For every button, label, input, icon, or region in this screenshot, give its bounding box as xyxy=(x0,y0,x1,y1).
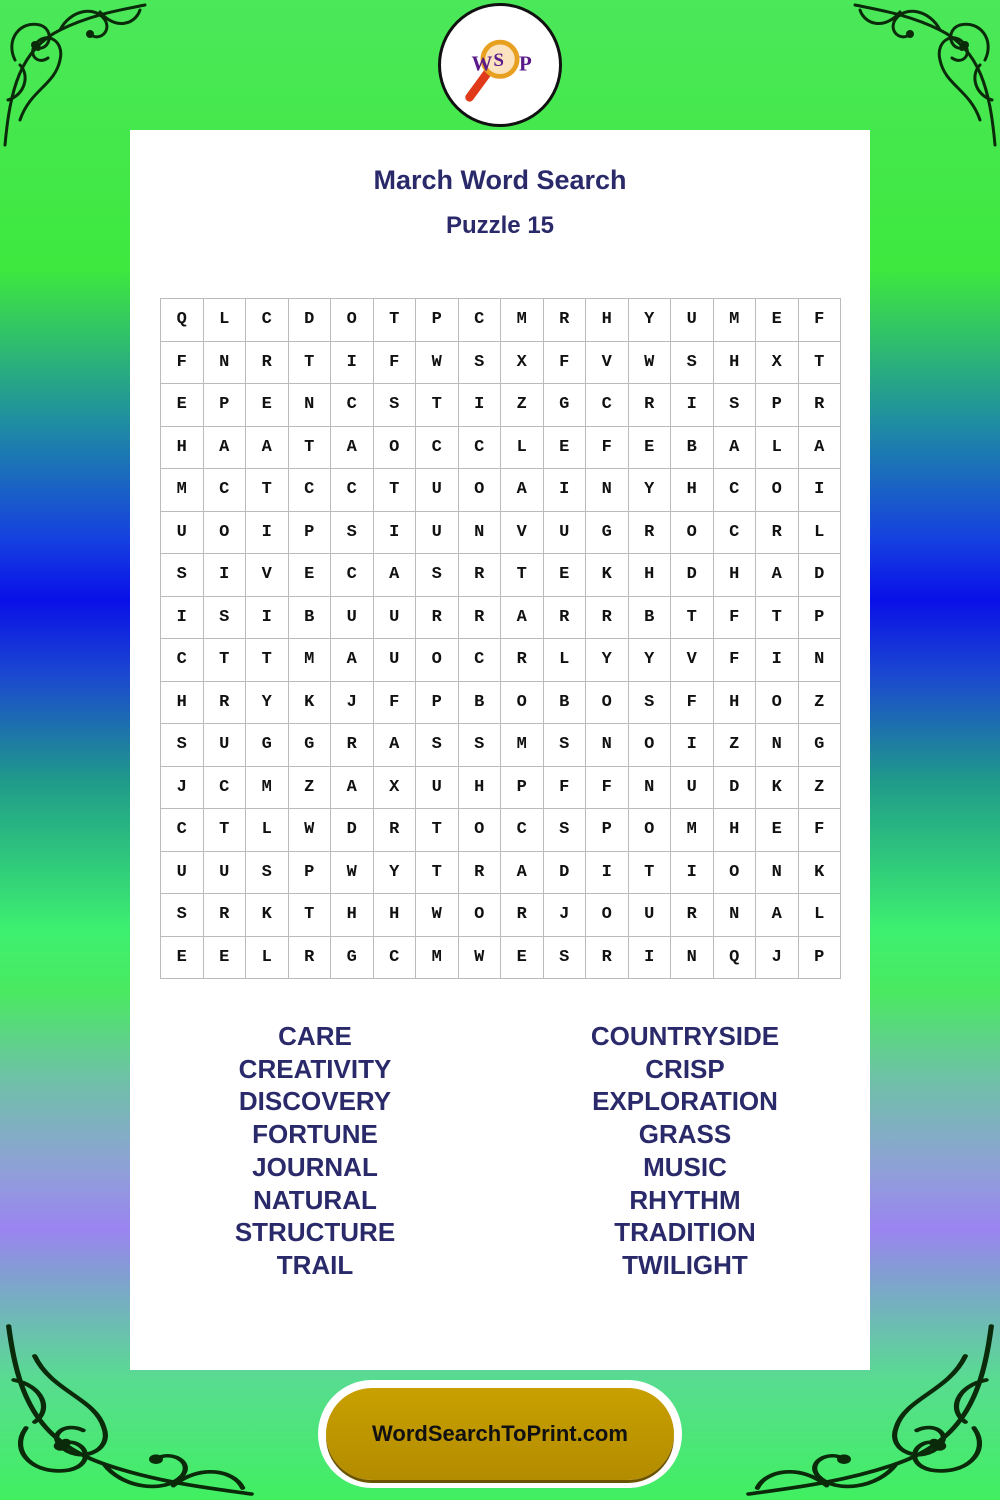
grid-cell[interactable]: S xyxy=(161,724,204,767)
grid-cell[interactable]: C xyxy=(289,469,332,512)
grid-cell[interactable]: U xyxy=(671,767,714,810)
grid-cell[interactable]: H xyxy=(586,299,629,342)
grid-cell[interactable]: R xyxy=(629,512,672,555)
word-list-item: JOURNAL xyxy=(252,1151,378,1182)
grid-cell[interactable]: R xyxy=(331,724,374,767)
grid-cell[interactable]: T xyxy=(416,809,459,852)
grid-cell[interactable]: L xyxy=(246,937,289,980)
grid-cell[interactable]: N xyxy=(799,639,842,682)
grid-cell[interactable]: C xyxy=(161,809,204,852)
grid-cell[interactable]: L xyxy=(799,894,842,937)
grid-cell[interactable]: H xyxy=(714,342,757,385)
grid-cell[interactable]: T xyxy=(374,299,417,342)
grid-cell[interactable]: B xyxy=(629,597,672,640)
grid-cell[interactable]: D xyxy=(289,299,332,342)
grid-cell[interactable]: L xyxy=(799,512,842,555)
grid-cell[interactable]: W xyxy=(289,809,332,852)
grid-cell[interactable]: H xyxy=(714,809,757,852)
grid-cell[interactable]: R xyxy=(544,299,587,342)
word-list-item: NATURAL xyxy=(253,1184,377,1215)
grid-cell[interactable]: V xyxy=(586,342,629,385)
grid-cell[interactable]: Y xyxy=(246,682,289,725)
grid-cell[interactable]: E xyxy=(501,937,544,980)
grid-cell[interactable]: Z xyxy=(501,384,544,427)
grid-cell[interactable]: Y xyxy=(586,639,629,682)
grid-cell[interactable]: M xyxy=(501,299,544,342)
logo-letter-s: S xyxy=(493,49,504,71)
grid-cell[interactable]: S xyxy=(161,554,204,597)
grid-cell[interactable]: M xyxy=(671,809,714,852)
grid-cell[interactable]: A xyxy=(331,427,374,470)
grid-cell[interactable]: H xyxy=(459,767,502,810)
grid-cell[interactable]: C xyxy=(331,554,374,597)
grid-cell[interactable]: T xyxy=(629,852,672,895)
grid-cell[interactable]: U xyxy=(161,512,204,555)
grid-cell[interactable]: Z xyxy=(714,724,757,767)
grid-cell[interactable]: M xyxy=(501,724,544,767)
grid-cell[interactable]: L xyxy=(756,427,799,470)
grid-cell[interactable]: P xyxy=(799,937,842,980)
grid-cell[interactable]: G xyxy=(544,384,587,427)
grid-cell[interactable]: C xyxy=(331,469,374,512)
grid-cell[interactable]: R xyxy=(501,639,544,682)
grid-cell[interactable]: D xyxy=(714,767,757,810)
grid-cell[interactable]: S xyxy=(629,682,672,725)
grid-cell[interactable]: R xyxy=(586,597,629,640)
grid-cell[interactable]: R xyxy=(501,894,544,937)
grid-cell[interactable]: W xyxy=(416,342,459,385)
grid-cell[interactable]: R xyxy=(204,894,247,937)
grid-cell[interactable]: S xyxy=(374,384,417,427)
grid-cell[interactable]: C xyxy=(586,384,629,427)
grid-cell[interactable]: R xyxy=(289,937,332,980)
grid-cell[interactable]: N xyxy=(629,767,672,810)
grid-cell[interactable]: O xyxy=(331,299,374,342)
grid-cell[interactable]: U xyxy=(204,852,247,895)
grid-cell[interactable]: C xyxy=(714,469,757,512)
grid-cell[interactable]: U xyxy=(416,469,459,512)
grid-cell[interactable]: M xyxy=(714,299,757,342)
grid-cell[interactable]: I xyxy=(586,852,629,895)
grid-cell[interactable]: F xyxy=(586,427,629,470)
word-list-item: MUSIC xyxy=(643,1151,727,1182)
grid-cell[interactable]: T xyxy=(799,342,842,385)
grid-cell[interactable]: I xyxy=(671,384,714,427)
grid-cell[interactable]: H xyxy=(374,894,417,937)
grid-cell[interactable]: N xyxy=(714,894,757,937)
corner-ornament-top-right xyxy=(850,0,1000,150)
grid-cell[interactable]: I xyxy=(544,469,587,512)
grid-cell[interactable]: R xyxy=(204,682,247,725)
grid-cell[interactable]: R xyxy=(544,597,587,640)
grid-cell[interactable]: A xyxy=(374,554,417,597)
grid-cell[interactable]: S xyxy=(544,937,587,980)
word-list-item: RHYTHM xyxy=(629,1184,741,1215)
grid-cell[interactable]: N xyxy=(671,937,714,980)
grid-cell[interactable]: Q xyxy=(714,937,757,980)
grid-cell[interactable]: E xyxy=(204,937,247,980)
grid-cell[interactable]: F xyxy=(586,767,629,810)
grid-cell[interactable]: N xyxy=(586,724,629,767)
grid-cell[interactable]: U xyxy=(374,639,417,682)
grid-cell[interactable]: R xyxy=(586,937,629,980)
grid-cell[interactable]: C xyxy=(331,384,374,427)
grid-cell[interactable]: L xyxy=(501,427,544,470)
grid-cell[interactable]: U xyxy=(416,512,459,555)
word-list-item: TWILIGHT xyxy=(622,1249,748,1280)
grid-cell[interactable]: E xyxy=(246,384,289,427)
grid-cell[interactable]: J xyxy=(544,894,587,937)
grid-cell[interactable]: E xyxy=(756,299,799,342)
grid-cell[interactable]: M xyxy=(289,639,332,682)
grid-cell[interactable]: I xyxy=(246,597,289,640)
logo-letter-p: P xyxy=(519,51,532,76)
grid-cell[interactable]: S xyxy=(714,384,757,427)
grid-cell[interactable]: A xyxy=(501,597,544,640)
grid-cell[interactable]: R xyxy=(629,384,672,427)
grid-cell[interactable]: C xyxy=(374,937,417,980)
grid-cell[interactable]: N xyxy=(459,512,502,555)
grid-cell[interactable]: O xyxy=(714,852,757,895)
grid-cell[interactable]: F xyxy=(161,342,204,385)
grid-cell[interactable]: D xyxy=(671,554,714,597)
grid-cell[interactable]: A xyxy=(501,469,544,512)
grid-cell[interactable]: G xyxy=(586,512,629,555)
grid-cell[interactable]: V xyxy=(501,512,544,555)
word-list-item: GRASS xyxy=(638,1119,732,1150)
grid-cell[interactable]: A xyxy=(331,767,374,810)
grid-cell[interactable]: C xyxy=(204,767,247,810)
grid-cell[interactable]: J xyxy=(756,937,799,980)
grid-cell[interactable]: U xyxy=(161,852,204,895)
grid-cell[interactable]: Y xyxy=(374,852,417,895)
grid-cell[interactable]: S xyxy=(161,894,204,937)
grid-cell[interactable]: F xyxy=(714,639,757,682)
grid-cell[interactable]: N xyxy=(586,469,629,512)
grid-cell[interactable]: V xyxy=(671,639,714,682)
word-list-item: CARE xyxy=(278,1021,352,1051)
grid-cell[interactable]: W xyxy=(459,937,502,980)
grid-cell[interactable]: B xyxy=(544,682,587,725)
grid-cell[interactable]: T xyxy=(416,384,459,427)
grid-cell[interactable]: C xyxy=(161,639,204,682)
grid-cell[interactable]: U xyxy=(331,597,374,640)
grid-cell[interactable]: Y xyxy=(629,299,672,342)
grid-cell[interactable]: F xyxy=(799,809,842,852)
grid-cell[interactable]: H xyxy=(714,554,757,597)
word-list-item: CRISP xyxy=(645,1053,725,1084)
grid-cell[interactable]: L xyxy=(204,299,247,342)
grid-cell[interactable]: K xyxy=(289,682,332,725)
grid-cell[interactable]: O xyxy=(629,724,672,767)
grid-cell[interactable]: Z xyxy=(799,682,842,725)
grid-cell[interactable]: R xyxy=(671,894,714,937)
grid-cell[interactable]: F xyxy=(544,342,587,385)
grid-cell[interactable]: A xyxy=(714,427,757,470)
grid-cell[interactable]: A xyxy=(246,427,289,470)
word-list-right xyxy=(500,1020,870,1282)
grid-cell[interactable]: C xyxy=(204,469,247,512)
grid-cell[interactable]: O xyxy=(459,809,502,852)
word-list-item: STRUCTURE xyxy=(234,1217,396,1248)
grid-cell[interactable]: F xyxy=(714,597,757,640)
grid-cell[interactable]: R xyxy=(246,342,289,385)
grid-cell[interactable]: K xyxy=(756,767,799,810)
grid-cell[interactable]: S xyxy=(544,724,587,767)
grid-cell[interactable]: D xyxy=(544,852,587,895)
grid-cell[interactable]: T xyxy=(289,894,332,937)
grid-cell[interactable]: N xyxy=(756,852,799,895)
grid-cell[interactable]: H xyxy=(161,427,204,470)
grid-cell[interactable]: S xyxy=(544,809,587,852)
grid-cell[interactable]: I xyxy=(671,852,714,895)
grid-cell[interactable]: I xyxy=(799,469,842,512)
grid-cell[interactable]: O xyxy=(374,427,417,470)
grid-cell[interactable]: Z xyxy=(799,767,842,810)
grid-cell[interactable]: A xyxy=(331,639,374,682)
grid-cell[interactable]: K xyxy=(799,852,842,895)
grid-cell[interactable]: E xyxy=(289,554,332,597)
grid-cell[interactable]: E xyxy=(629,427,672,470)
grid-cell[interactable]: I xyxy=(374,512,417,555)
grid-cell[interactable]: I xyxy=(331,342,374,385)
grid-cell[interactable]: B xyxy=(459,682,502,725)
grid-cell[interactable]: O xyxy=(459,469,502,512)
page-title: March Word Search xyxy=(373,165,627,195)
grid-cell[interactable]: S xyxy=(671,342,714,385)
grid-cell[interactable]: X xyxy=(374,767,417,810)
grid-cell[interactable]: S xyxy=(331,512,374,555)
grid-cell[interactable]: I xyxy=(204,554,247,597)
grid-cell[interactable]: T xyxy=(416,852,459,895)
grid-cell[interactable]: S xyxy=(246,852,289,895)
grid-cell[interactable]: O xyxy=(671,512,714,555)
grid-cell[interactable]: H xyxy=(161,682,204,725)
grid-cell[interactable]: T xyxy=(204,809,247,852)
grid-cell[interactable]: R xyxy=(799,384,842,427)
grid-cell[interactable]: J xyxy=(161,767,204,810)
grid-cell[interactable]: T xyxy=(374,469,417,512)
grid-cell[interactable]: I xyxy=(756,639,799,682)
word-list-item: TRADITION xyxy=(614,1217,756,1248)
grid-cell[interactable]: I xyxy=(161,597,204,640)
grid-cell[interactable]: U xyxy=(544,512,587,555)
grid-cell[interactable]: N xyxy=(289,384,332,427)
grid-cell[interactable]: S xyxy=(459,724,502,767)
grid-cell[interactable]: A xyxy=(799,427,842,470)
grid-cell[interactable]: O xyxy=(756,682,799,725)
grid-cell[interactable]: G xyxy=(246,724,289,767)
grid-cell[interactable]: F xyxy=(544,767,587,810)
grid-cell[interactable]: O xyxy=(501,682,544,725)
grid-cell[interactable]: T xyxy=(756,597,799,640)
grid-cell[interactable]: A xyxy=(756,894,799,937)
grid-cell[interactable]: P xyxy=(289,512,332,555)
grid-cell[interactable]: R xyxy=(374,809,417,852)
grid-cell[interactable]: C xyxy=(714,512,757,555)
grid-cell[interactable]: E xyxy=(161,384,204,427)
grid-cell[interactable]: N xyxy=(204,342,247,385)
grid-cell[interactable]: I xyxy=(629,937,672,980)
word-list-item: COUNTRYSIDE xyxy=(590,1021,780,1051)
grid-cell[interactable]: F xyxy=(374,342,417,385)
grid-cell[interactable]: R xyxy=(459,554,502,597)
grid-cell[interactable]: E xyxy=(544,554,587,597)
word-list-left xyxy=(130,1020,500,1282)
grid-cell[interactable]: O xyxy=(629,809,672,852)
grid-cell[interactable]: W xyxy=(331,852,374,895)
grid-cell[interactable]: E xyxy=(544,427,587,470)
puzzle-card xyxy=(130,130,870,1370)
word-list-item: FORTUNE xyxy=(252,1119,378,1150)
wsp-logo xyxy=(438,3,562,127)
grid-cell[interactable]: G xyxy=(799,724,842,767)
grid-cell[interactable]: S xyxy=(204,597,247,640)
grid-cell[interactable]: O xyxy=(756,469,799,512)
logo-letter-w: W xyxy=(471,51,493,76)
grid-cell[interactable]: O xyxy=(586,682,629,725)
grid-cell[interactable]: Q xyxy=(161,299,204,342)
grid-cell[interactable]: S xyxy=(416,724,459,767)
grid-cell[interactable]: E xyxy=(756,809,799,852)
website-button[interactable] xyxy=(326,1388,674,1480)
grid-cell[interactable]: F xyxy=(374,682,417,725)
grid-cell[interactable]: C xyxy=(246,299,289,342)
grid-cell[interactable]: P xyxy=(756,384,799,427)
grid-cell[interactable]: I xyxy=(459,384,502,427)
grid-cell[interactable]: M xyxy=(161,469,204,512)
grid-cell[interactable]: R xyxy=(416,597,459,640)
grid-cell[interactable]: D xyxy=(331,809,374,852)
grid-cell[interactable]: P xyxy=(416,299,459,342)
grid-cell[interactable]: A xyxy=(374,724,417,767)
grid-cell[interactable]: Y xyxy=(629,639,672,682)
grid-cell[interactable]: F xyxy=(671,682,714,725)
puzzle-number: Puzzle 15 xyxy=(445,212,555,239)
grid-cell[interactable]: C xyxy=(459,639,502,682)
website-label: WordSearchToPrint.com xyxy=(372,1421,628,1446)
grid-cell[interactable]: K xyxy=(586,554,629,597)
grid-cell[interactable]: U xyxy=(374,597,417,640)
grid-cell[interactable]: I xyxy=(671,724,714,767)
grid-cell[interactable]: C xyxy=(459,427,502,470)
grid-cell[interactable]: H xyxy=(331,894,374,937)
grid-cell[interactable]: P xyxy=(799,597,842,640)
grid-cell[interactable]: B xyxy=(289,597,332,640)
grid-cell[interactable]: D xyxy=(799,554,842,597)
grid-cell[interactable]: O xyxy=(459,894,502,937)
grid-cell[interactable]: A xyxy=(501,852,544,895)
grid-cell[interactable]: I xyxy=(246,512,289,555)
grid-cell[interactable]: W xyxy=(629,342,672,385)
grid-cell[interactable]: R xyxy=(459,597,502,640)
grid-cell[interactable]: P xyxy=(204,384,247,427)
grid-cell[interactable]: S xyxy=(459,342,502,385)
grid-cell[interactable]: T xyxy=(246,469,289,512)
grid-cell[interactable]: E xyxy=(161,937,204,980)
grid-cell[interactable]: C xyxy=(459,299,502,342)
grid-cell[interactable]: R xyxy=(459,852,502,895)
grid-cell[interactable]: Y xyxy=(629,469,672,512)
grid-cell[interactable]: H xyxy=(714,682,757,725)
grid-cell[interactable]: H xyxy=(671,469,714,512)
grid-cell[interactable]: R xyxy=(756,512,799,555)
grid-cell[interactable]: T xyxy=(246,639,289,682)
grid-cell[interactable]: T xyxy=(289,342,332,385)
grid-cell[interactable]: T xyxy=(501,554,544,597)
grid-cell[interactable]: L xyxy=(544,639,587,682)
grid-cell[interactable]: M xyxy=(246,767,289,810)
grid-cell[interactable]: B xyxy=(671,427,714,470)
grid-cell[interactable]: Z xyxy=(289,767,332,810)
grid-cell[interactable]: U xyxy=(204,724,247,767)
corner-ornament-top-left xyxy=(0,0,150,150)
grid-cell[interactable]: F xyxy=(799,299,842,342)
grid-cell[interactable]: A xyxy=(756,554,799,597)
grid-cell[interactable]: P xyxy=(501,767,544,810)
word-list-item: EXPLORATION xyxy=(592,1086,778,1117)
grid-cell[interactable]: U xyxy=(629,894,672,937)
grid-cell[interactable]: L xyxy=(246,809,289,852)
grid-cell[interactable]: T xyxy=(671,597,714,640)
grid-cell[interactable]: A xyxy=(204,427,247,470)
grid-cell[interactable]: S xyxy=(416,554,459,597)
grid-cell[interactable]: V xyxy=(246,554,289,597)
grid-cell[interactable]: W xyxy=(416,894,459,937)
grid-cell[interactable]: U xyxy=(671,299,714,342)
letter-grid xyxy=(160,298,841,979)
grid-cell[interactable]: O xyxy=(416,639,459,682)
footer-badge xyxy=(318,1380,682,1488)
grid-cell[interactable]: J xyxy=(331,682,374,725)
grid-cell[interactable]: O xyxy=(586,894,629,937)
grid-cell[interactable]: M xyxy=(416,937,459,980)
grid-cell[interactable]: T xyxy=(204,639,247,682)
grid-cell[interactable]: P xyxy=(416,682,459,725)
word-list-item: TRAIL xyxy=(276,1249,354,1280)
grid-cell[interactable]: O xyxy=(204,512,247,555)
word-list xyxy=(130,1020,870,1282)
grid-cell[interactable]: U xyxy=(416,767,459,810)
grid-cell[interactable]: X xyxy=(501,342,544,385)
grid-cell[interactable]: H xyxy=(629,554,672,597)
grid-cell[interactable]: G xyxy=(289,724,332,767)
word-list-item: CREATIVITY xyxy=(238,1053,392,1084)
grid-cell[interactable]: P xyxy=(289,852,332,895)
grid-cell[interactable]: C xyxy=(416,427,459,470)
grid-cell[interactable]: C xyxy=(501,809,544,852)
word-list-item: DISCOVERY xyxy=(238,1086,392,1117)
grid-cell[interactable]: X xyxy=(756,342,799,385)
grid-cell[interactable]: K xyxy=(246,894,289,937)
grid-cell[interactable]: G xyxy=(331,937,374,980)
grid-cell[interactable]: T xyxy=(289,427,332,470)
grid-cell[interactable]: P xyxy=(586,809,629,852)
grid-cell[interactable]: N xyxy=(756,724,799,767)
